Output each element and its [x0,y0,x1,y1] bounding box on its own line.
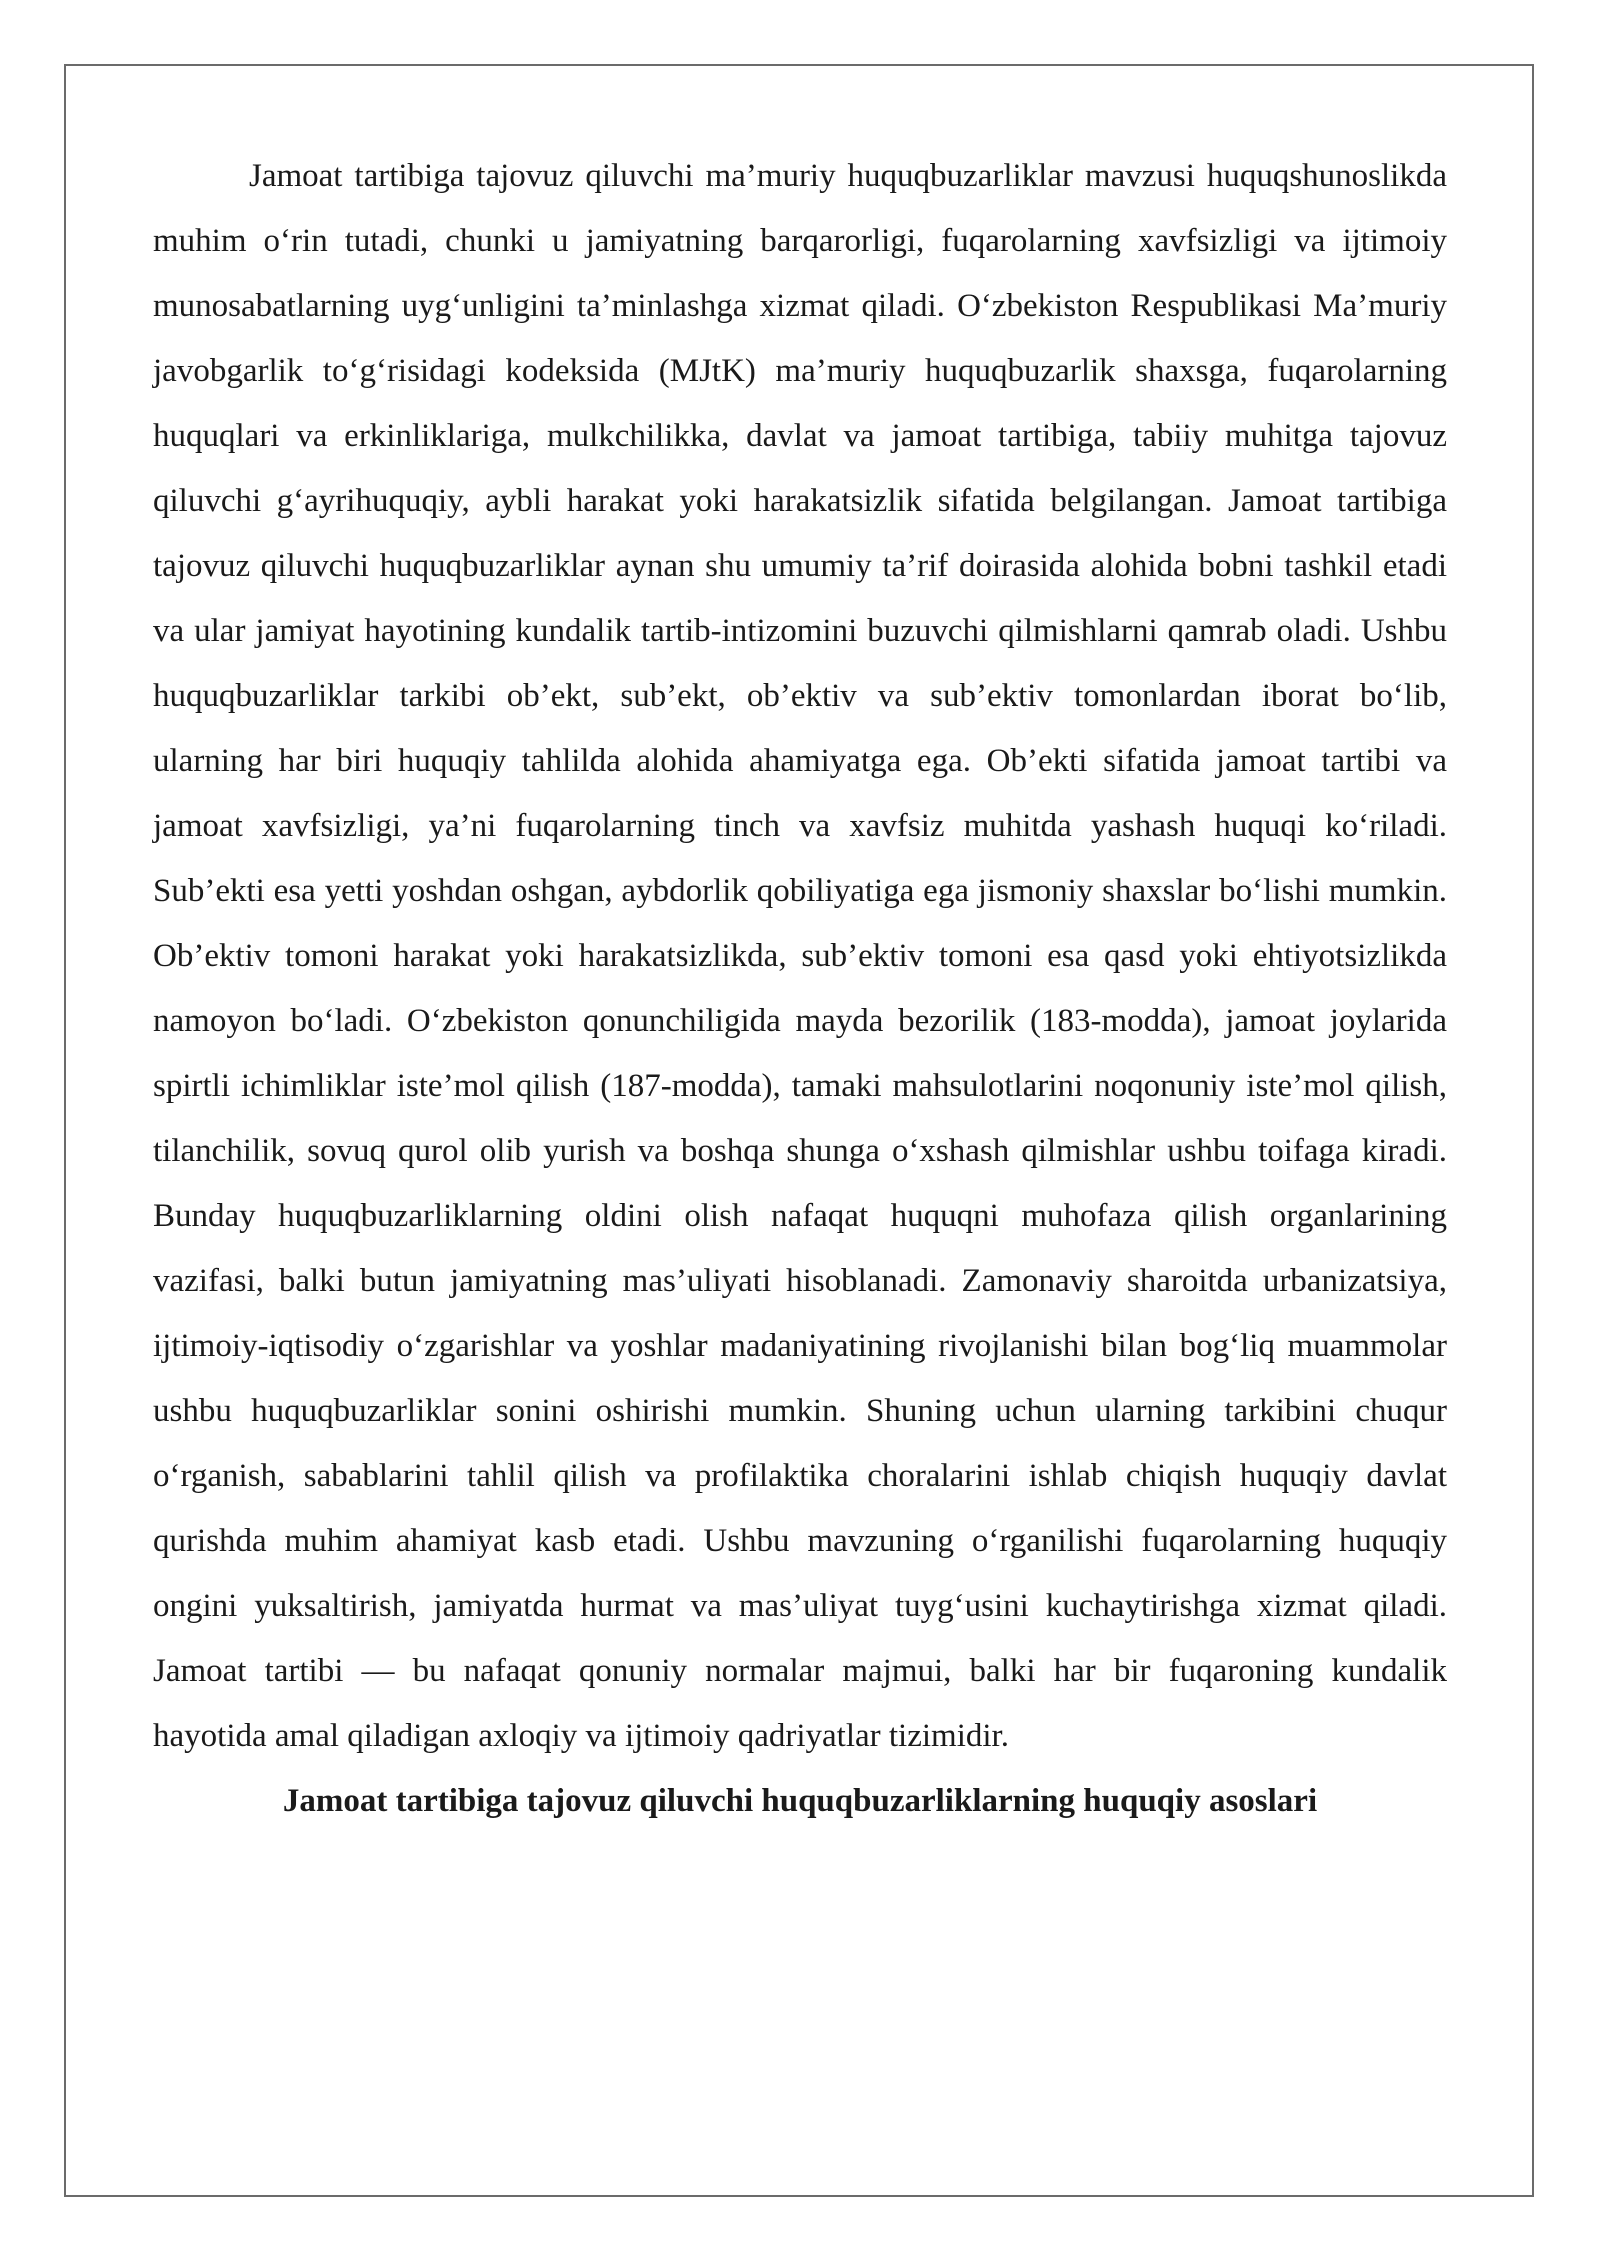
document-content [153,144,1447,1834]
section-heading: Jamoat tartibiga tajovuz qiluvchi huquqbuzarliklarning huquqiy asoslari [282,1783,1318,1819]
body-paragraph: Jamoat tartibiga tajovuz qiluvchi ma’muriy huquqbuzarliklar mavzusi huquqshunoslikda muhim o‘rin tutadi, chunki u jamiyatning barqarorligi, fuqarolarning xavfsizligi va ijtimoiy munosabatlarning uyg‘unligini ta’minlashga xizmat qiladi. O‘zbekiston Respublikasi Ma’muriy javobgarlik to‘g‘risidagi kodeksida (MJtK) ma’muriy huquqbuzarlik shaxsga, fuqarolarning huquqlari va erkinliklariga, mulkchilikka, davlat va jamoat tartibiga, tabiiy muhitga tajovuz qiluvchi g‘ayrihuquqiy, aybli harakat yoki harakatsizlik sifatida belgilangan. Jamoat tartibiga tajovuz qiluvchi huquqbuzarliklar aynan shu umumiy ta’rif doirasida alohida bobni tashkil etadi va ular jamiyat hayotining kundalik tartib-intizomini buzuvchi qilmishlarni qamrab oladi. Ushbu huquqbuzarliklar tarkibi ob’ekt, sub’ekt, ob’ektiv va sub’ektiv tomonlardan iborat bo‘lib, ularning har biri huquqiy tahlilda alohida ahamiyatga ega. Ob’ekti sifatida jamoat tartibi va jamoat xavfsizligi, ya’ni fuqarolarning tinch va xavfsiz muhitda yashash huquqi ko‘riladi. Sub’ekti esa yetti yoshdan oshgan, aybdorlik qobiliyatiga ega jismoniy shaxslar bo‘lishi mumkin. Ob’ektiv tomoni harakat yoki harakatsizlikda, sub’ektiv tomoni esa qasd yoki ehtiyotsizlikda namoyon bo‘ladi. O‘zbekiston qonunchiligida mayda bezorilik (183-modda), jamoat joylarida spirtli ichimliklar iste’mol qilish (187-modda), tamaki mahsulotlarini noqonuniy iste’mol qilish, tilanchilik, sovuq qurol olib yurish va boshqa shunga o‘xshash qilmishlar ushbu toifaga kiradi. Bunday huquqbuzarliklarning oldini olish nafaqat huquqni muhofaza qilish organlarining vazifasi, balki butun jamiyatning mas’uliyati hisoblanadi. Zamonaviy sharoitda urbanizatsiya, ijtimoiy-iqtisodiy o‘zgarishlar va yoshlar madaniyatining rivojlanishi bilan bog‘liq muammolar ushbu huquqbuzarliklar sonini oshirishi mumkin. Shuning uchun ularning tarkibini chuqur o‘rganish, sabablarini tahlil qilish va profilaktika choralarini ishlab chiqish huquqiy davlat qurishda muhim ahamiyat kasb etadi. Ushbu mavzuning o‘rganilishi fuqarolarning huquqiy ongini yuksaltirish, jamiyatda hurmat va mas’uliyat tuyg‘usini kuchaytirishga xizmat qiladi. Jamoat tartibi — bu nafaqat qonuniy normalar majmui, balki har bir fuqaroning kundalik hayotida amal qiladigan axloqiy va ijtimoiy qadriyatlar tizimidir. [153,158,1447,1754]
